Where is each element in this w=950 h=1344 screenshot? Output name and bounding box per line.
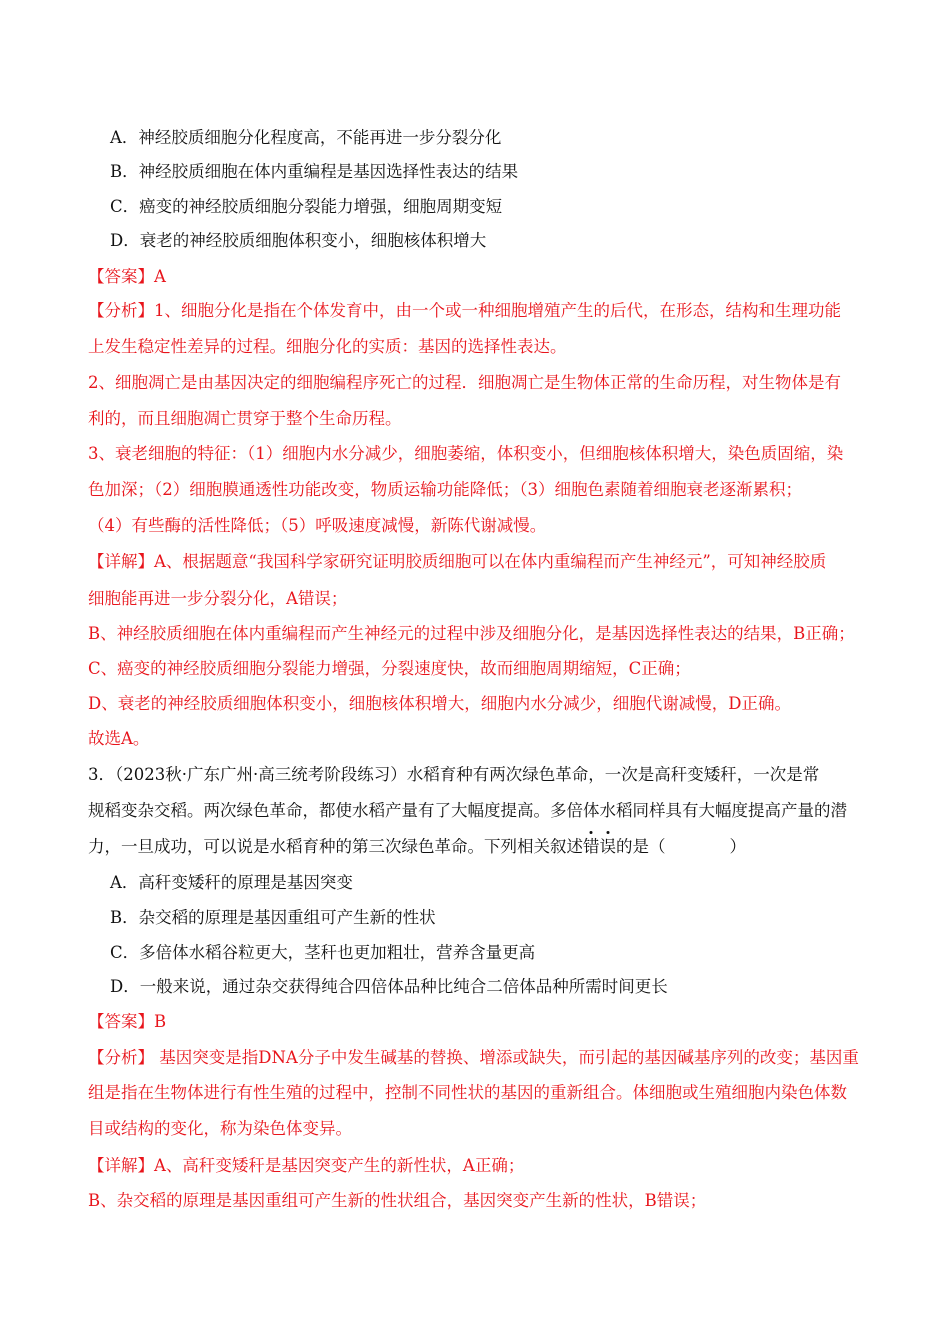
q3-stem-line-3 xyxy=(88,836,746,858)
q3-detail-line: 【详解】A、高秆变矮秆是基因突变产生的新性状，A正确； xyxy=(88,1156,525,1175)
q2-option-a: A．神经胶质细胞分化程度高，不能再进一步分裂分化 xyxy=(110,128,502,147)
q2-detail-line: 【详解】A、根据题意“我国科学家研究证明胶质细胞可以在体内重编程而产生神经元”，可知神经胶质 xyxy=(88,552,827,571)
q2-option-d: D．衰老的神经胶质细胞体积变小，细胞核体积增大 xyxy=(110,231,487,250)
q2-analysis-line: 3、衰老细胞的特征：（1）细胞内水分减少，细胞萎缩，体积变小，但细胞核体积增大，染色质固缩，染 xyxy=(88,444,844,463)
q2-detail-line: B、神经胶质细胞在体内重编程而产生神经元的过程中涉及细胞分化，是基因选择性表达的结果，B正确； xyxy=(88,624,855,643)
q2-answer: 【答案】A xyxy=(88,267,166,286)
q3-option-c: C．多倍体水稻谷粒更大，茎秆也更加粗壮，营养含量更高 xyxy=(110,943,536,962)
q3-stem-line-1: 3．（2023秋·广东广州·高三统考阶段练习）水稻育种有两次绿色革命，一次是高秆变矮秆，一次是常 xyxy=(88,765,820,784)
q3-answer: 【答案】B xyxy=(88,1012,167,1031)
q3-stem-text: 力，一旦成功，可以说是水稻育种的第三次绿色革命。下列相关叙述 xyxy=(88,837,583,856)
q2-option-b: B．神经胶质细胞在体内重编程是基因选择性表达的结果 xyxy=(110,162,519,181)
q2-analysis-line: 【分析】1、细胞分化是指在个体发育中，由一个或一种细胞增殖产生的后代，在形态，结构和生理功能 xyxy=(88,301,841,320)
q3-analysis-line: 目或结构的变化，称为染色体变异。 xyxy=(88,1119,352,1138)
q3-analysis-line: 组是指在生物体进行有性生殖的过程中，控制不同性状的基因的重新组合。体细胞或生殖细胞内染色体数 xyxy=(88,1083,847,1102)
emphasis-char: 误 xyxy=(599,837,616,856)
q3-option-a: A．高秆变矮秆的原理是基因突变 xyxy=(110,873,353,892)
q2-analysis-line: （4）有些酶的活性降低；（5）呼吸速度减慢，新陈代谢减慢。 xyxy=(88,516,547,535)
q2-detail-line: C、癌变的神经胶质细胞分裂能力增强，分裂速度快，故而细胞周期缩短，C正确； xyxy=(88,659,691,678)
q2-detail-line: 细胞能再进一步分裂分化，A错误； xyxy=(88,589,348,608)
q3-detail-line: B、杂交稻的原理是基因重组可产生新的性状组合，基因突变产生新的性状，B错误； xyxy=(88,1191,707,1210)
q2-detail-line: D、衰老的神经胶质细胞体积变小，细胞核体积增大，细胞内水分减少，细胞代谢减慢，D正确。 xyxy=(88,694,791,713)
q3-analysis-line: 【分析】 基因突变是指DNA分子中发生碱基的替换、增添或缺失，而引起的基因碱基序列的改变；基因重 xyxy=(88,1048,859,1067)
q3-stem-text: ） xyxy=(729,837,746,856)
q2-analysis-line: 2、细胞凋亡是由基因决定的细胞编程序死亡的过程．细胞凋亡是生物体正常的生命历程，对生物体是有 xyxy=(88,373,841,392)
q2-option-c: C．癌变的神经胶质细胞分裂能力增强，细胞周期变短 xyxy=(110,197,503,216)
q2-analysis-line: 上发生稳定性差异的过程。细胞分化的实质：基因的选择性表达。 xyxy=(88,337,567,356)
q3-stem-line-2: 规稻变杂交稻。两次绿色革命，都使水稻产量有了大幅度提高。多倍体水稻同样具有大幅度提高产量的潜 xyxy=(88,801,847,820)
q3-stem-text: 的是（ xyxy=(616,837,666,856)
emphasis-char: 错 xyxy=(583,837,600,856)
q3-option-b: B．杂交稻的原理是基因重组可产生新的性状 xyxy=(110,908,436,927)
q2-conclusion: 故选A。 xyxy=(88,729,150,748)
q2-analysis-line: 色加深；（2）细胞膜通透性功能改变，物质运输功能降低；（3）细胞色素随着细胞衰老逐渐累积； xyxy=(88,480,802,499)
q2-analysis-line: 利的，而且细胞凋亡贯穿于整个生命历程。 xyxy=(88,409,402,428)
q3-option-d: D．一般来说，通过杂交获得纯合四倍体品种比纯合二倍体品种所需时间更长 xyxy=(110,977,668,996)
